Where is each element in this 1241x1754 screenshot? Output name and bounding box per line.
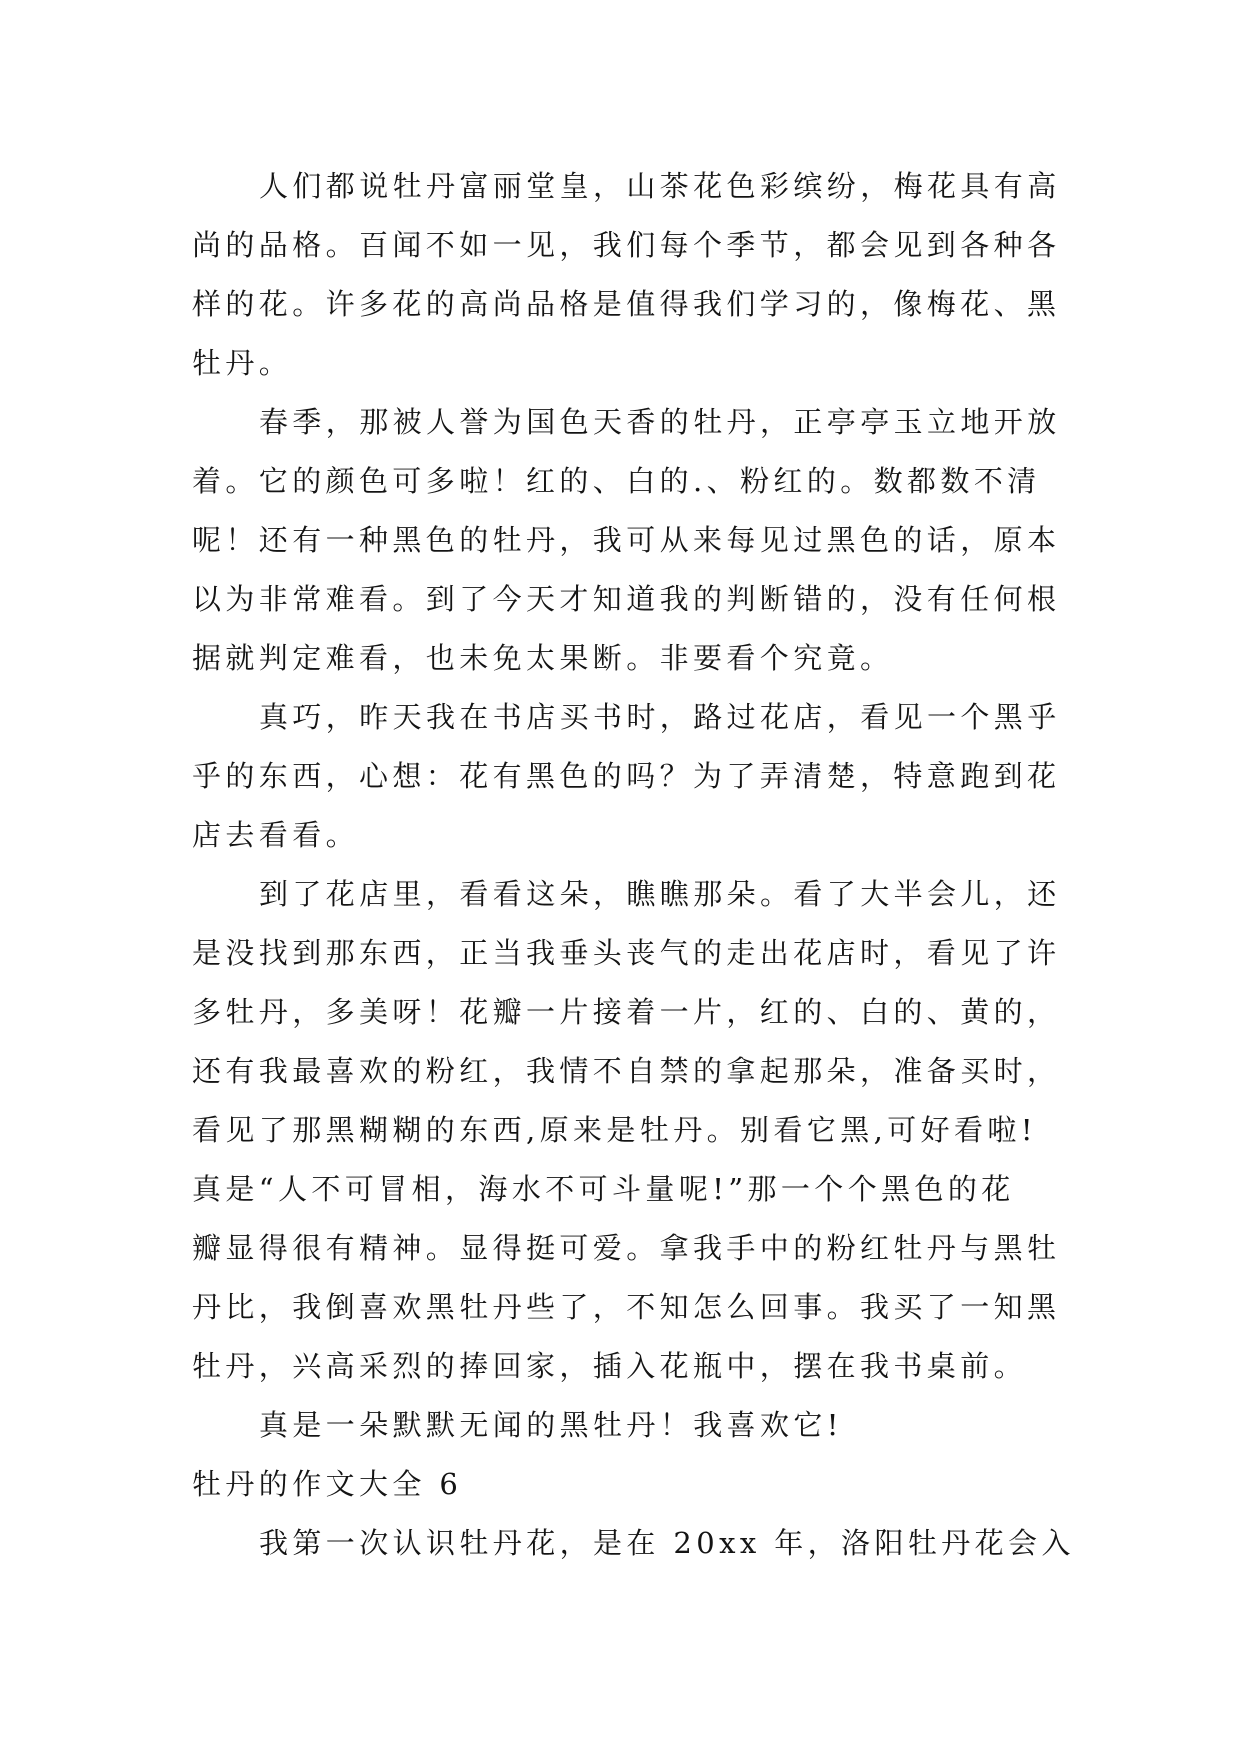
text-line: 还有我最喜欢的粉红，我情不自禁的拿起那朵，准备买时， bbox=[192, 1054, 1061, 1088]
text-line: 真是“人不可冒相，海水不可斗量呢!”那一个个黑色的花 bbox=[192, 1172, 1015, 1206]
text-line: 真是一朵默默无闻的黑牡丹！我喜欢它! bbox=[259, 1408, 843, 1442]
document-body bbox=[192, 157, 1075, 1573]
paragraph bbox=[192, 157, 1072, 393]
text-line: 尚的品格。百闻不如一见，我们每个季节，都会见到各种各 bbox=[192, 228, 1061, 262]
text-line: 牡丹。 bbox=[192, 346, 293, 380]
section-heading: 牡丹的作文大全 6 bbox=[192, 1467, 463, 1501]
text-line: 瓣显得很有精神。显得挺可爱。拿我手中的粉红牡丹与黑牡 bbox=[192, 1231, 1061, 1265]
text-line: 丹比，我倒喜欢黑牡丹些了，不知怎么回事。我买了一知黑 bbox=[192, 1290, 1061, 1324]
text-line: 我第一次认识牡丹花，是在 20xx 年，洛阳牡丹花会入 bbox=[259, 1526, 1075, 1560]
paragraph bbox=[192, 1514, 1075, 1573]
text-line: 乎的东西，心想：花有黑色的吗？为了弄清楚，特意跑到花 bbox=[192, 759, 1061, 793]
text-line: 多牡丹，多美呀！花瓣一片接着一片，红的、白的、黄的， bbox=[192, 995, 1061, 1029]
paragraph bbox=[192, 393, 1072, 688]
text-line: 人们都说牡丹富丽堂皇，山茶花色彩缤纷，梅花具有高 bbox=[259, 169, 1061, 203]
text-line: 以为非常难看。到了今天才知道我的判断错的，没有任何根 bbox=[192, 582, 1061, 616]
text-line: 呢！还有一种黑色的牡丹，我可从来每见过黑色的话，原本 bbox=[192, 523, 1061, 557]
text-line: 到了花店里，看看这朵，瞧瞧那朵。看了大半会儿，还 bbox=[259, 877, 1061, 911]
text-line: 着。它的颜色可多啦！红的、白的.、粉红的。数都数不清 bbox=[192, 464, 1041, 498]
paragraph bbox=[192, 865, 1072, 1396]
text-line: 真巧，昨天我在书店买书时，路过花店，看见一个黑乎 bbox=[259, 700, 1061, 734]
text-line: 店去看看。 bbox=[192, 818, 360, 852]
paragraph bbox=[192, 688, 1072, 865]
text-line: 春季，那被人誉为国色天香的牡丹，正亭亭玉立地开放 bbox=[259, 405, 1061, 439]
text-line: 据就判定难看，也未免太果断。非要看个究竟。 bbox=[192, 641, 894, 675]
text-line: 看见了那黑糊糊的东西,原来是牡丹。别看它黑,可好看啦! bbox=[192, 1113, 1037, 1147]
text-line: 牡丹，兴高采烈的捧回家，插入花瓶中，摆在我书桌前。 bbox=[192, 1349, 1028, 1383]
paragraph bbox=[192, 1396, 1072, 1455]
text-line: 样的花。许多花的高尚品格是值得我们学习的，像梅花、黑 bbox=[192, 287, 1061, 321]
text-line: 是没找到那东西，正当我垂头丧气的走出花店时，看见了许 bbox=[192, 936, 1061, 970]
